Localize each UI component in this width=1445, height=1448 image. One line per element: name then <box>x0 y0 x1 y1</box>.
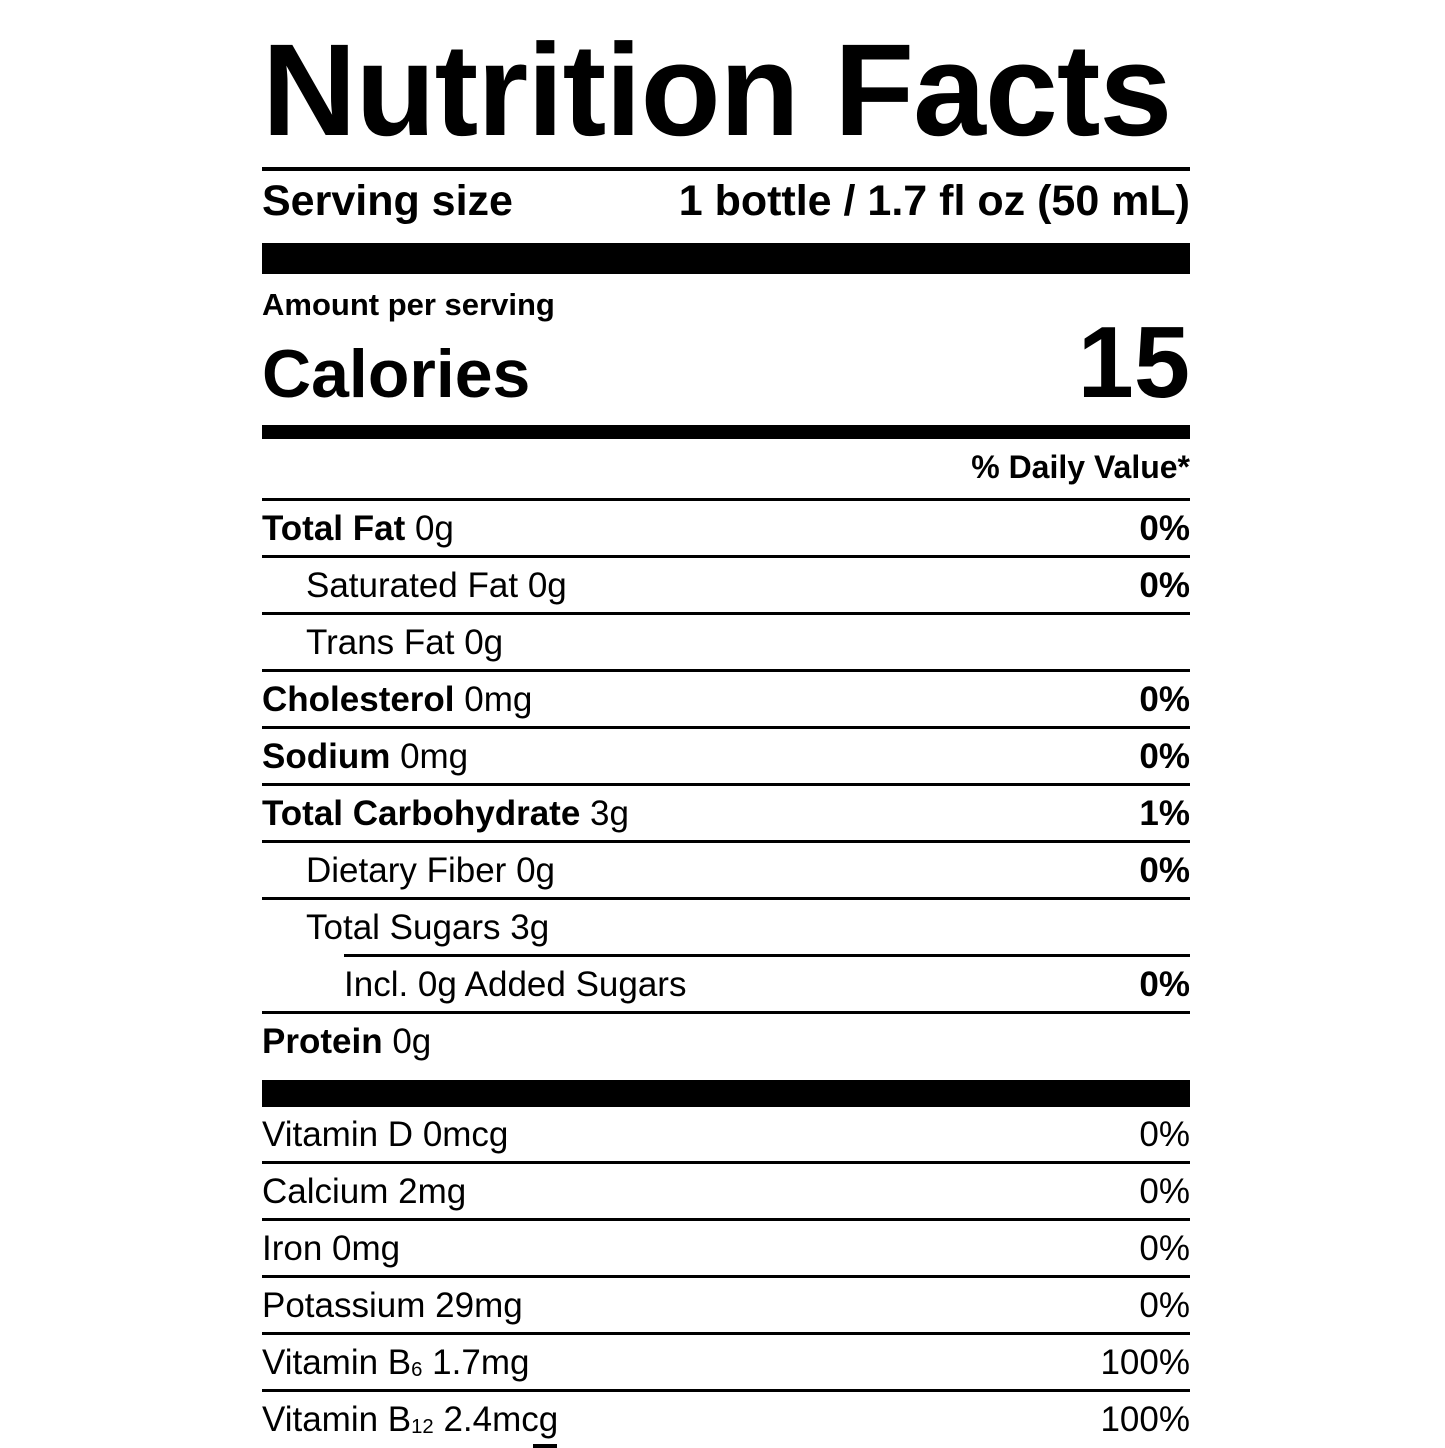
vitamin-subscript: 12 <box>411 1416 434 1439</box>
nutrient-name: Vitamin B <box>262 1399 412 1439</box>
thick-separator-bar-top <box>262 243 1190 274</box>
calories-row <box>262 307 1190 420</box>
nutrient-name-group <box>262 1285 523 1325</box>
serving-size-row <box>262 171 1190 235</box>
nutrient-name-group <box>262 1171 467 1211</box>
nutrient-name: Calcium <box>262 1171 389 1211</box>
nutrient-name-group <box>262 1021 432 1061</box>
nutrient-name: Iron <box>262 1228 323 1268</box>
nutrient-name-group <box>262 1228 401 1268</box>
nutrient-table <box>262 501 1190 1068</box>
nutrient-name: Total Carbohydrate <box>262 793 581 833</box>
vitamin-row <box>262 1335 1190 1389</box>
nutrient-amount: 29mg <box>435 1285 523 1325</box>
nutrient-row <box>262 501 1190 555</box>
daily-value-percent: 0% <box>1139 1171 1190 1211</box>
calories-label: Calories <box>262 336 531 413</box>
vitamin-row <box>262 1392 1190 1446</box>
nutrient-amount: 0mg <box>400 736 469 776</box>
nutrient-name-group <box>262 736 469 776</box>
nutrient-name: Potassium <box>262 1285 426 1325</box>
serving-size-label: Serving size <box>262 177 513 225</box>
nutrient-name-group <box>262 793 629 833</box>
serving-size-value: 1 bottle / 1.7 fl oz (50 mL) <box>678 177 1190 225</box>
daily-value-percent: 0% <box>1139 964 1190 1004</box>
nutrient-amount: 0mg <box>464 679 533 719</box>
nutrient-amount: 0mcg <box>422 1114 509 1154</box>
vitamin-row <box>262 1221 1190 1275</box>
nutrient-row <box>262 957 1190 1011</box>
daily-value-percent: 0% <box>1139 1285 1190 1325</box>
nutrient-name-group <box>262 508 454 548</box>
vitamin-row <box>262 1278 1190 1332</box>
vitamin-subscript: 6 <box>411 1359 423 1382</box>
daily-value-percent: 1% <box>1139 793 1190 833</box>
nutrient-row <box>262 843 1190 897</box>
nutrient-name: Vitamin B <box>262 1342 412 1382</box>
nutrient-row <box>262 729 1190 783</box>
vitamin-table <box>262 1107 1190 1446</box>
nutrient-row <box>262 786 1190 840</box>
nutrient-amount: 0g <box>527 565 567 605</box>
medium-separator-bar <box>262 425 1190 439</box>
nutrient-amount: 0g <box>392 1021 432 1061</box>
nutrient-name: Incl. 0g Added Sugars <box>344 964 687 1004</box>
daily-value-percent: 100% <box>1100 1342 1190 1382</box>
nutrient-name: Vitamin D <box>262 1114 414 1154</box>
nutrient-name: Dietary Fiber <box>306 850 507 890</box>
nutrient-name-group <box>262 850 555 890</box>
daily-value-percent: 0% <box>1139 508 1190 548</box>
nutrient-amount: 2mg <box>398 1171 467 1211</box>
daily-value-percent: 0% <box>1139 736 1190 776</box>
nutrient-name: Sodium <box>262 736 391 776</box>
daily-value-percent: 0% <box>1139 1114 1190 1154</box>
nutrient-name-group <box>262 1342 530 1382</box>
nutrient-name-group <box>262 1114 509 1154</box>
label-title: Nutrition Facts <box>262 16 1172 163</box>
nutrient-name-group <box>262 964 687 1004</box>
nutrient-amount: 2.4mcg <box>443 1399 559 1439</box>
daily-value-percent: 0% <box>1139 850 1190 890</box>
nutrient-amount: 3g <box>510 907 550 947</box>
calories-value: 15 <box>1077 307 1190 420</box>
vitamin-row <box>262 1164 1190 1218</box>
daily-value-header: % Daily Value* <box>971 449 1190 486</box>
daily-value-percent: 0% <box>1139 1228 1190 1268</box>
nutrient-row <box>262 672 1190 726</box>
nutrient-name-group <box>262 1399 559 1439</box>
nutrient-name-group <box>262 679 533 719</box>
nutrient-name: Total Sugars <box>306 907 501 947</box>
nutrient-name: Protein <box>262 1021 383 1061</box>
amount-per-serving-label: Amount per serving <box>262 287 555 323</box>
vitamin-row <box>262 1107 1190 1161</box>
nutrient-name: Total Fat <box>262 508 406 548</box>
daily-value-percent: 100% <box>1100 1399 1190 1439</box>
nutrient-name-group <box>262 622 504 662</box>
nutrient-name: Saturated Fat <box>306 565 519 605</box>
nutrient-amount: 1.7mg <box>432 1342 530 1382</box>
nutrient-row <box>262 900 1190 954</box>
nutrient-name-group <box>262 565 567 605</box>
nutrient-row <box>262 1014 1190 1068</box>
nutrition-facts-label <box>262 16 1190 1446</box>
daily-value-percent: 0% <box>1139 679 1190 719</box>
nutrient-amount: 0g <box>516 850 555 890</box>
nutrient-amount: 0mg <box>332 1228 401 1268</box>
nutrient-row <box>262 558 1190 612</box>
nutrient-amount: 0g <box>464 622 504 662</box>
thick-separator-bar-bottom <box>262 1080 1190 1107</box>
nutrient-amount: 0g <box>414 508 454 548</box>
daily-value-percent: 0% <box>1139 565 1190 605</box>
nutrient-amount: 3g <box>590 793 629 833</box>
nutrient-name: Trans Fat <box>306 622 455 662</box>
nutrient-row <box>262 615 1190 669</box>
nutrient-name: Cholesterol <box>262 679 455 719</box>
nutrient-name-group <box>262 907 550 947</box>
